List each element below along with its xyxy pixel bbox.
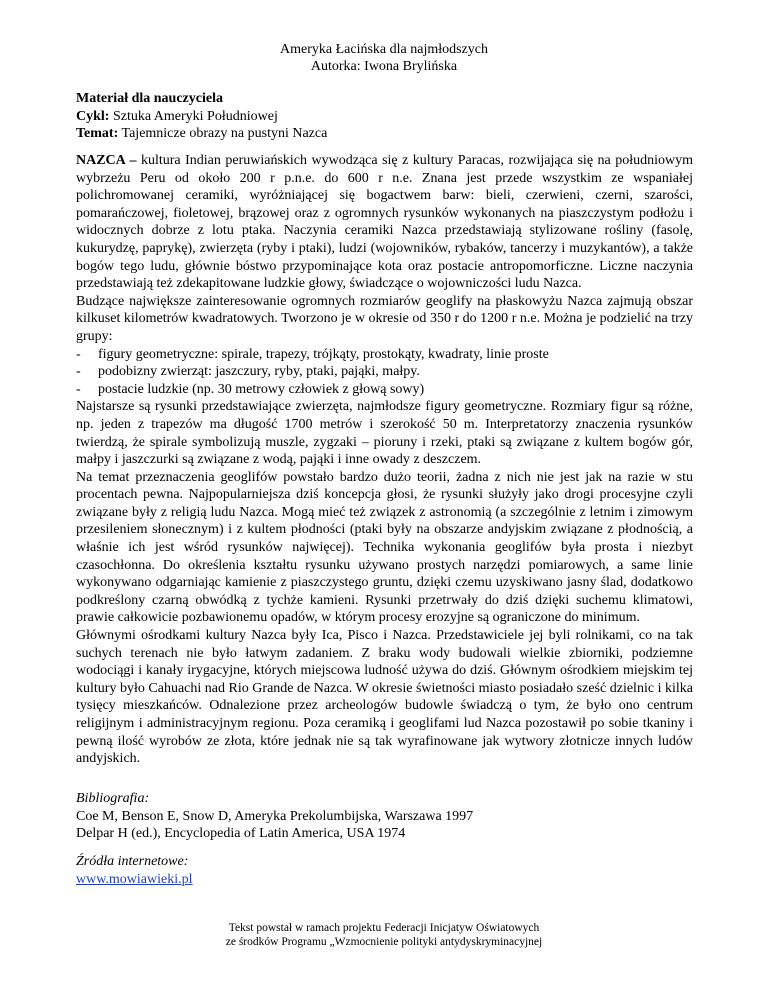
list-dash: -: [76, 346, 81, 362]
list-dash: -: [76, 364, 81, 380]
list-item: [76, 381, 693, 399]
header-series-title: Ameryka Łacińska dla najmłodszych: [280, 42, 488, 57]
topic-label: Temat:: [76, 126, 119, 142]
sources-heading: Źródła internetowe:: [76, 854, 189, 869]
list-item-text: postacie ludzkie (np. 30 metrowy człowiek z głową sowy): [98, 381, 425, 397]
cycle-line: [76, 108, 693, 126]
material-label: Materiał dla nauczyciela: [76, 91, 223, 106]
bibliography-heading: Bibliografia:: [76, 791, 150, 806]
list-item: [76, 346, 693, 364]
bibliography-item: Coe M, Benson E, Snow D, Ameryka Prekolumbijska, Warszawa 1997: [76, 808, 474, 824]
paragraph-oldest: Najstarsze są rysunki przedstawiające zwierzęta, najmłodsze figury geometryczne. Rozmiary figur są różne, np. jeden z trapezów ma długość 1700 metrów i szerokość 50 m. Interpretatorzy znaczenia rysunków twierdzą, że spirale symbolizują muszle, zygzaki – pioruny i rzeki, ptaki są związane z kultem bogów gór, małpy i jaszczurki są związane z wodą, pająki i inne owady z deszczem.: [76, 399, 693, 468]
document-header: [0, 41, 768, 75]
intro-text: kultura Indian peruwiańskich wywodząca się z kultury Paracas, rozwijająca się na południowym wybrzeżu Peru od około 200 r p.n.e. do 600 r n.e. Znana jest przede wszystkim ze wspaniałej polichromowanej ceramiki, wyróżniającej się bogactwem barw: bieli, czerwieni, czerni, szarości, pomarańczowej, fioletowej, brązowej oraz z ogromnych rysunków wykonanych na piaszczystym podłożu i widocznych dobrze z lotu ptaka. Naczynia ceramiki Nazca przedstawiają stylizowane rośliny (fasolę, kukurydzę, paprykę), zwierzęta (ryby i ptaki), ludzi (wojowników, rybaków, tancerzy i muzykantów), a także bogów tego ludu, głównie bóstwo przypominające kota oraz postacie antropomorficzne. Liczne naczynia przedstawiają też zdekapitowane ludzkie głowy, świadczące o wojowniczości ludu Nazca.: [76, 153, 693, 292]
document-footer: [0, 921, 768, 949]
term-nazca: NAZCA –: [76, 153, 137, 168]
internet-sources: [76, 853, 693, 888]
list-item-text: figury geometryczne: spirale, trapezy, trójkąty, prostokąty, kwadraty, linie proste: [98, 346, 549, 362]
list-item-text: podobizny zwierząt: jaszczury, ryby, ptaki, pająki, małpy.: [98, 364, 420, 380]
cycle-label: Cykl:: [76, 108, 110, 124]
cycle-value: Sztuka Ameryki Południowej: [109, 108, 278, 124]
paragraph-theories: Na temat przeznaczenia geoglifów powstało bardzo dużo teorii, żadna z nich nie jest jak na razie w stu procentach pewna. Najpopularniejsza dziś koncepcja głosi, że rysunki służyły jako drogi procesyjne czyli związane były z religią ludu Nazca. Mogą mieć też związek z astronomią (a szczególnie z letnim i zimowym przesileniem słonecznym) i z kultem płodności (ptaki były na obszarze andyjskim związane z płodnością, a właśnie ich jest wśród rysunków najwięcej). Technika wykonania geoglifów była prosta i niezbyt czasochłonna. Do określenia kształtu rysunku używano prostych narzędzi pomiarowych, a same linie wykonywano odgarniając kamienie z piaszczystego gruntu, dzięki czemu uzyskiwano jasny ślad, dodatkowo podkreślony czarną obwódką z tychże kamieni. Rysunki przetrwały do dziś dzięki suchemu klimatowi, prawie całkowicie pozbawionemu opadów, w którym procesy erozyjne są ograniczone do minimum.: [76, 469, 693, 626]
header-author: Autorka: Iwona Brylińska: [310, 59, 458, 74]
bibliography: [76, 790, 693, 843]
article-body: [76, 152, 693, 768]
paragraph-geoglyphs: Budzące największe zainteresowanie ogromnych rozmiarów geoglify na płaskowyżu Nazca zajmują obszar kilkuset kilometrów kwadratowych. Tworzono je w okresie od 350 r do 1200 r n.e. Można je podzielić na trzy grupy:: [76, 293, 693, 344]
geoglyph-groups-list: [76, 346, 693, 399]
list-dash: -: [76, 381, 81, 397]
paragraph-intro: [76, 152, 693, 293]
bibliography-item: Delpar H (ed.), Encyclopedia of Latin America, USA 1974: [76, 826, 406, 842]
footer-line-1: Tekst powstał w ramach projektu Federacji Inicjatyw Oświatowych: [228, 922, 540, 934]
footer-line-2: ze środków Programu „Wzmocnienie polityki antydyskryminacyjnej: [225, 936, 543, 948]
paragraph-centers: Głównymi ośrodkami kultury Nazca były Ica, Pisco i Nazca. Przedstawiciele jej byli rolnikami, co na tak suchych terenach nie było łatwym zadaniem. Z braku wody budowali wielkie zbiorniki, podziemne wodociągi i kanały irygacyjne, których miejscowa ludność używa do dziś. Głównym ośrodkiem miejskim tej kultury było Cahuachi nad Rio Grande de Nazca. W okresie świetności miasto posiadało sześć dzielnic i kilka tysięcy mieszkańców. Odnalezione przez archeologów budowle świadczą o tym, że było ono centrum religijnym i administracyjnym regionu. Poza ceramiką i geoglifami lud Nazca pozostawił po sobie tkaniny i pewną ilość wyrobów ze złota, które jednak nie są tak wyrafinowane jak wytwory złotnicze innych ludów andyjskich.: [76, 628, 693, 767]
topic-line: [76, 125, 693, 143]
source-link[interactable]: www.mowiawieki.pl: [76, 871, 193, 887]
topic-value: Tajemnicze obrazy na pustyni Nazca: [118, 126, 328, 142]
lesson-meta: [76, 90, 693, 143]
list-item: [76, 363, 693, 381]
